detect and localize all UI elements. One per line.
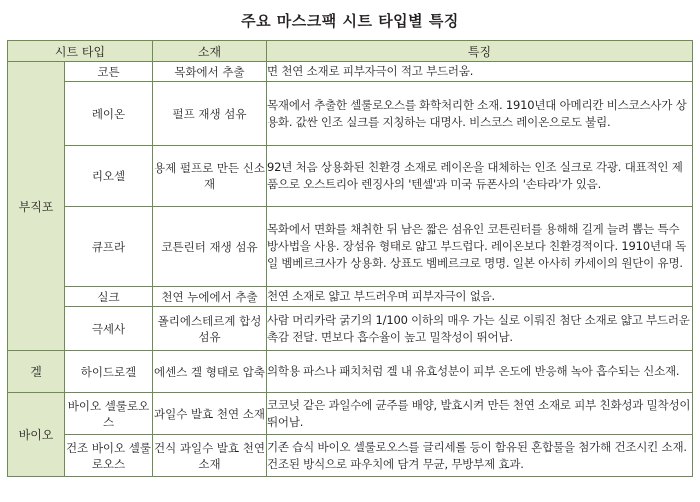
material-cell: 용제 펄프로 만든 신소재 (153, 146, 267, 207)
material-cell: 폴리에스테르계 합성섬유 (153, 307, 267, 351)
sheet-type-cell: 극세사 (65, 307, 153, 351)
table-row (8, 62, 693, 82)
feature-cell: 기존 습식 바이오 셀룰로오스를 글리세롤 등이 함유된 혼합물을 첨가해 건조시킨 소재. 건조된 방식으로 파우치에 담겨 무균, 무방부제 효과. (267, 435, 693, 477)
feature-cell: 의학용 파스나 패치처럼 겔 내 유효성분이 피부 온도에 반응해 녹아 흡수되는 신소재. (267, 351, 693, 393)
table-row (8, 82, 693, 146)
sheet-type-table (7, 40, 693, 477)
table-row (8, 393, 693, 435)
sheet-type-cell: 코튼 (65, 62, 153, 82)
feature-cell: 사람 머리카락 굵기의 1/100 이하의 매우 가는 실로 이뤄진 첨단 소재로 얇고 부드러운 촉감 전달. 면보다 흡수율이 높고 밀착성이 뛰어남. (267, 307, 693, 351)
group-nonwoven: 부직포 (8, 62, 65, 351)
group-bio: 바이오 (8, 393, 65, 477)
sheet-type-cell: 레이온 (65, 82, 153, 146)
feature-cell: 면 천연 소재로 피부자극이 적고 부드러움. (267, 62, 693, 82)
table-row (8, 146, 693, 207)
sheet-type-cell: 하이드로겔 (65, 351, 153, 393)
feature-cell: 목재에서 추출한 셀룰로오스를 화학처리한 소재. 1910년대 아메리칸 비스코스사가 상용화. 값싼 인조 실크를 지칭하는 대명사. 비스코스 레이온으로도 불림. (267, 82, 693, 146)
material-cell: 천연 누에에서 추출 (153, 287, 267, 307)
material-cell: 코튼린터 재생 섬유 (153, 207, 267, 287)
header-row (8, 41, 693, 62)
material-cell: 과일수 발효 천연 소재 (153, 393, 267, 435)
header-material: 소재 (153, 41, 267, 62)
group-gel: 겔 (8, 351, 65, 393)
sheet-type-cell: 큐프라 (65, 207, 153, 287)
table-row (8, 351, 693, 393)
feature-cell: 92년 처음 상용화된 친환경 소재로 레이온을 대체하는 인조 실크로 각광. 대표적인 제품으로 오스트리아 렌징사의 '텐셀'과 미국 듀폰사의 '손타라'가 있음. (267, 146, 693, 207)
sheet-type-cell: 실크 (65, 287, 153, 307)
feature-cell: 목화에서 면화를 채취한 뒤 남은 짧은 섬유인 코튼린터를 용해해 길게 늘려 뽑는 특수 방사법을 사용. 장섬유 형태로 얇고 부드럽다. 레이온보다 친환경적이다. 1910년대 독일 벰베르크사가 상용화. 상표도 벰베르크로 명명. 일본 아사히 카세이의 원단이 유명. (267, 207, 693, 287)
material-cell: 건식 과일수 발효 천연 소재 (153, 435, 267, 477)
material-cell: 펄프 재생 섬유 (153, 82, 267, 146)
header-feature: 특징 (267, 41, 693, 62)
material-cell: 에센스 겔 형태로 압축 (153, 351, 267, 393)
feature-cell: 코코넛 같은 과일수에 균주를 배양, 발효시켜 만든 천연 소재로 피부 친화성과 밀착성이 뛰어남. (267, 393, 693, 435)
table-row (8, 435, 693, 477)
table-row (8, 207, 693, 287)
sheet-type-cell: 건조 바이오 셀룰로오스 (65, 435, 153, 477)
sheet-type-cell: 바이오 셀룰로오스 (65, 393, 153, 435)
header-sheet-type: 시트 타입 (8, 41, 153, 62)
table-row (8, 287, 693, 307)
material-cell: 목화에서 추출 (153, 62, 267, 82)
page-title: 주요 마스크팩 시트 타입별 특징 (241, 12, 459, 30)
feature-cell: 천연 소재로 얇고 부드러우며 피부자극이 없음. (267, 287, 693, 307)
sheet-type-cell: 리오셀 (65, 146, 153, 207)
table-row (8, 307, 693, 351)
